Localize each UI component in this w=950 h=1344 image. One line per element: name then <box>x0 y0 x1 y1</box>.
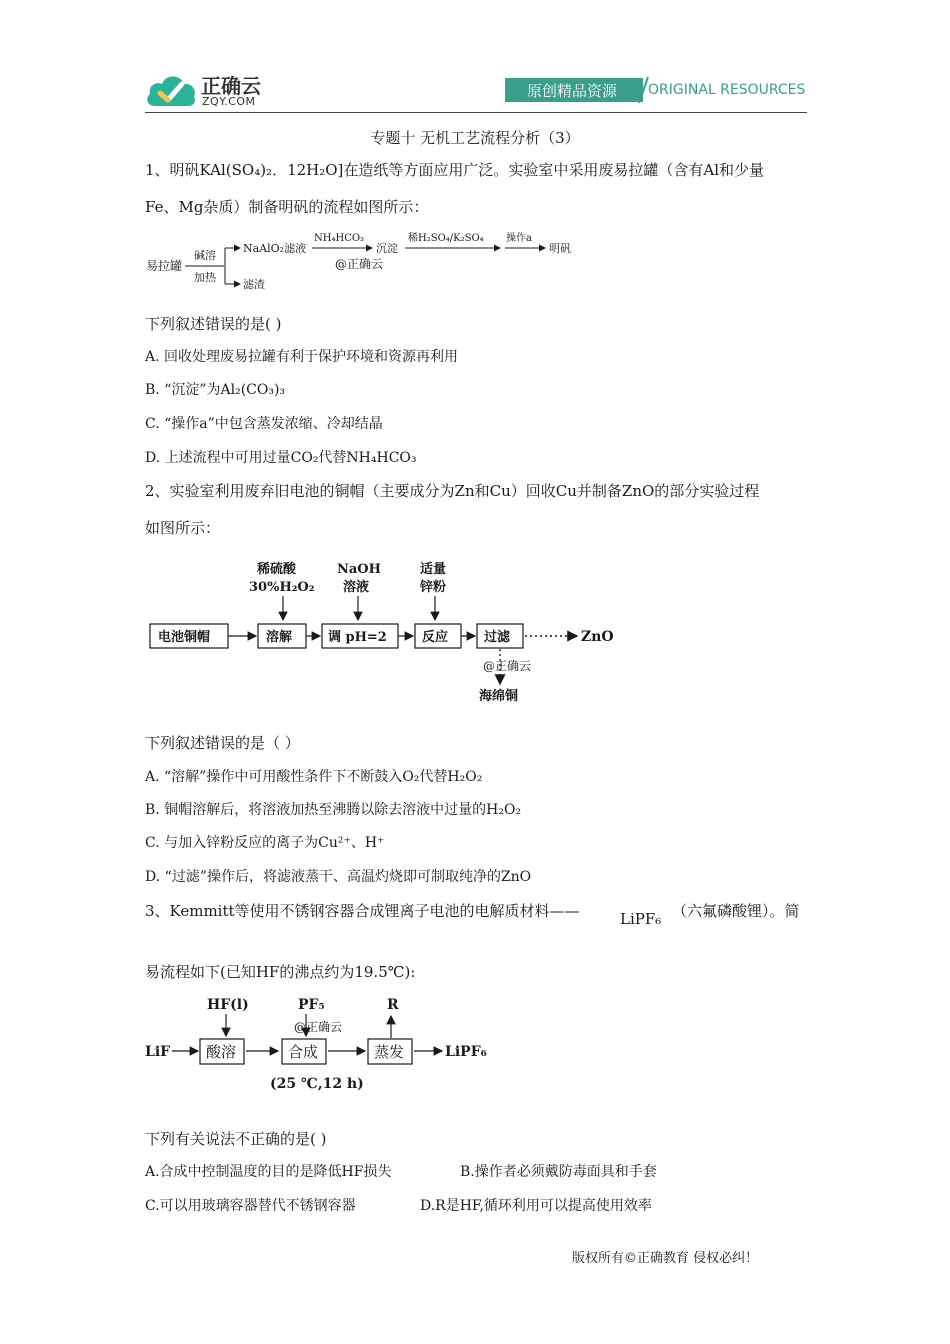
page-title: 专题十 无机工艺流程分析（3） <box>370 129 580 147</box>
q3-stem-formula: LiPF₆ <box>620 910 662 928</box>
q1-flow-diagram <box>140 226 590 296</box>
svg-text:过滤: 过滤 <box>484 630 511 645</box>
q2-flow-diagram <box>145 556 625 706</box>
q1-branch-bottom: 滤渣 <box>243 278 265 291</box>
q1-option-b[interactable]: B. “沉淀”为Al₂(CO₃)₃ <box>145 382 286 398</box>
q1-mid: 沉淀 <box>376 242 398 255</box>
q3-reagent1: HF(l) <box>207 997 249 1013</box>
q1-reagent2: 稀H₂SO₄/K₂SO₄ <box>408 233 484 244</box>
q1-cond-bottom: 加热 <box>194 271 216 284</box>
banner-cn: 原创精品资源 <box>527 82 618 100</box>
svg-text:溶解: 溶解 <box>266 630 293 645</box>
logo-cn: 正确云 <box>201 74 261 98</box>
header-rule <box>145 112 807 113</box>
svg-text:合成: 合成 <box>288 1043 319 1061</box>
q1-reagent1: NH₄HCO₃ <box>314 233 365 244</box>
q3-flow-diagram <box>142 990 502 1100</box>
q1-branch-top: NaAlO₂滤液 <box>243 242 307 255</box>
q3-watermark: @正确云 <box>294 1020 343 1034</box>
svg-text:蒸发: 蒸发 <box>374 1043 405 1061</box>
q1-start: 易拉罐 <box>146 259 183 273</box>
svg-text:电池铜帽: 电池铜帽 <box>158 630 211 645</box>
footer-copyright: 版权所有©正确教育 侵权必纠！ <box>572 1251 759 1266</box>
q1-op: 操作a <box>506 233 532 244</box>
q3-product-r: R <box>387 997 399 1013</box>
q2-option-d[interactable]: D. “过滤”操作后，将滤液蒸干、高温灼烧即可制取纯净的ZnO <box>145 869 532 885</box>
q1-option-c[interactable]: C. “操作a”中包含蒸发浓缩、冷却结晶 <box>145 416 383 432</box>
q1-end: 明矾 <box>549 242 571 255</box>
q2-ask: 下列叙述错误的是（ ） <box>145 734 300 752</box>
q3-stem-line1: 3、Kemmitt等使用不锈钢容器合成锂离子电池的电解质材料—— <box>145 902 580 920</box>
q3-reagent2: PF₅ <box>298 997 325 1013</box>
q3-end: LiPF₆ <box>445 1044 487 1060</box>
q2-reagent2-b: 溶液 <box>343 580 370 595</box>
q2-reagent2-a: NaOH <box>337 562 381 577</box>
svg-text:反应: 反应 <box>422 630 449 645</box>
q1-ask: 下列叙述错误的是( ) <box>145 315 282 333</box>
q1-option-d[interactable]: D. 上述流程中可用过量CO₂代替NH₄HCO₃ <box>145 450 417 466</box>
q3-stem-tail: （六氟磷酸锂）。简 <box>672 902 800 920</box>
q3-option-a[interactable]: A.合成中控制温度的目的是降低HF损失 <box>145 1164 392 1180</box>
q2-option-b[interactable]: B. 铜帽溶解后，将溶液加热至沸腾以除去溶液中过量的H₂O₂ <box>145 802 522 818</box>
q2-option-c[interactable]: C. 与加入锌粉反应的离子为Cu²⁺、H⁺ <box>145 835 385 851</box>
logo-en: ZQY.COM <box>202 95 256 108</box>
q2-stem-line2: 如图所示： <box>145 519 221 537</box>
q2-byproduct: 海绵铜 <box>479 689 519 704</box>
q3-ask: 下列有关说法不正确的是( ) <box>145 1130 327 1148</box>
q1-cond-top: 碱溶 <box>194 249 216 262</box>
q2-stem-line1: 2、实验室利用废弃旧电池的铜帽（主要成分为Zn和Cu）回收Cu并制备ZnO的部分实验过程 <box>145 482 760 500</box>
q2-reagent3-b: 锌粉 <box>420 580 447 595</box>
q3-option-d[interactable]: D.R是HF,循环利用可以提高使用效率 <box>420 1198 652 1214</box>
svg-text:调 pH=2: 调 pH=2 <box>328 630 387 645</box>
cloud-logo-icon <box>145 68 197 110</box>
q3-option-c[interactable]: C.可以用玻璃容器替代不锈钢容器 <box>145 1198 356 1214</box>
q2-reagent1-a: 稀硫酸 <box>257 562 297 577</box>
q2-option-a[interactable]: A. “溶解”操作中可用酸性条件下不断鼓入O₂代替H₂O₂ <box>145 769 483 785</box>
banner-en: ORIGINAL RESOURCES <box>648 82 806 98</box>
q3-option-b[interactable]: B.操作者必须戴防毒面具和手套 <box>460 1164 657 1180</box>
q1-stem-line1: 1、明矾KAl(SO₄)₂．12H₂O]在造纸等方面应用广泛。实验室中采用废易拉罐（含有Al和少量 <box>145 161 765 179</box>
q2-watermark: @正确云 <box>483 659 532 673</box>
header <box>0 0 950 120</box>
q1-stem-line2: Fe、Mg杂质）制备明矾的流程如图所示： <box>145 198 429 216</box>
q2-reagent3-a: 适量 <box>420 562 447 577</box>
q1-option-a[interactable]: A. 回收处理废易拉罐有利于保护环境和资源再利用 <box>145 349 459 365</box>
q2-end: ZnO <box>581 629 614 645</box>
q2-reagent1-b: 30%H₂O₂ <box>249 580 315 595</box>
q3-start: LiF <box>145 1044 171 1060</box>
q3-stem-line2: 易流程如下(已知HF的沸点约为19.5℃): <box>145 963 416 981</box>
svg-text:酸溶: 酸溶 <box>206 1043 237 1061</box>
q3-condition: (25 ℃,12 h) <box>270 1076 364 1092</box>
q1-watermark: @正确云 <box>335 257 384 271</box>
